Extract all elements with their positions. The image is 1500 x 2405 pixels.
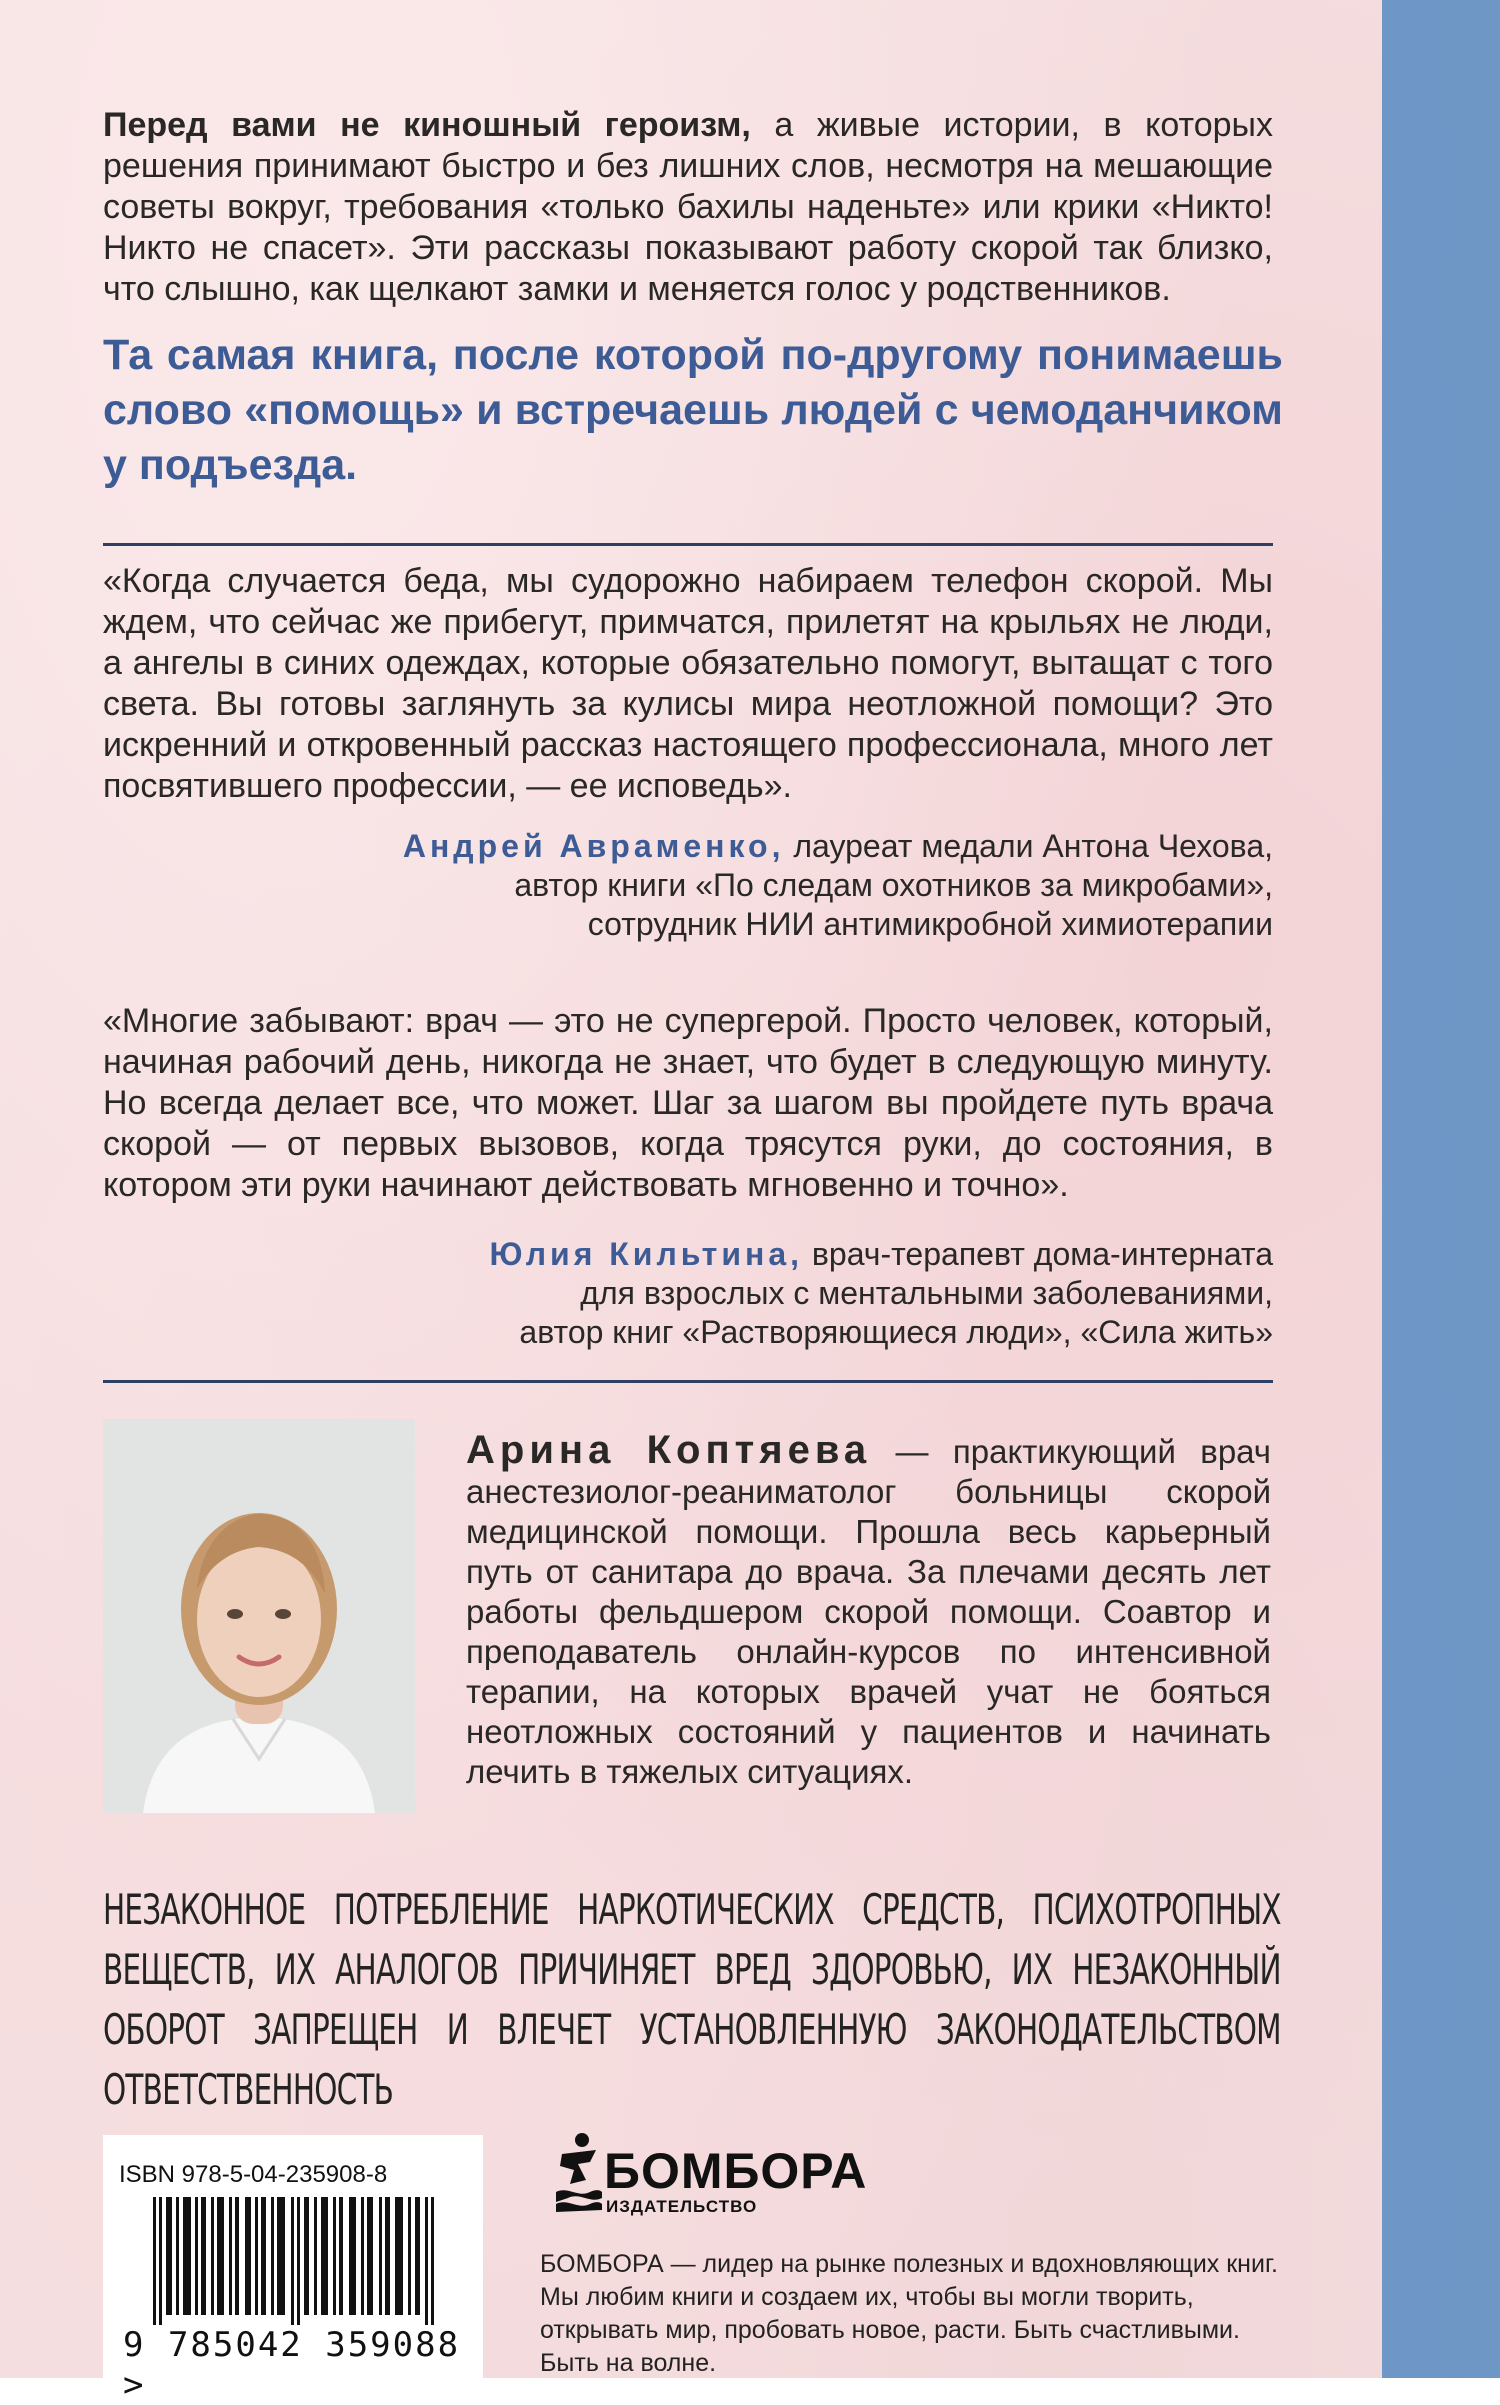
reviewer-title-2a: врач-терапевт дома-интерната <box>803 1236 1273 1272</box>
barcode-panel <box>103 2135 483 2405</box>
review-quote-1: «Когда случается беда, мы судорожно набираем телефон скорой. Мы ждем, что сейчас же прибегут, примчатся, прилетят на крыльях не люди, а ангелы в синих одеждах, которые обязательно помогут, вытащат с того света. Вы готовы заглянуть за кулисы мира неотложной помощи? Это искренний и откровенный рассказ настоящего профессионала, много лет посвятившего профессии, — ее исповедь». <box>103 562 1273 805</box>
publisher-logo-subtitle: ИЗДАТЕЛЬСТВО <box>606 2197 758 2216</box>
intro-paragraph <box>103 105 1273 310</box>
reviewer-title-2b: для взрослых с ментальными заболеваниями, <box>580 1275 1273 1311</box>
headline-tagline: Та самая книга, после которой по-другому понимаешь слово «помощь» и встречаешь людей с чемоданчиком у подъезда. <box>103 331 1283 489</box>
barcode-icon <box>153 2197 443 2325</box>
author-bio <box>466 1430 1271 1792</box>
author-photo <box>103 1419 415 1813</box>
intro-bold-lead: Перед вами не киношный героизм, <box>103 106 751 144</box>
reviewer-title-1c: сотрудник НИИ антимикробной химиотерапии <box>587 906 1273 942</box>
reviewer-name-1: Андрей Авраменко, <box>402 828 785 864</box>
divider-bottom <box>103 1380 1273 1383</box>
review-attribution-2 <box>173 1235 1273 1352</box>
legal-warning: НЕЗАКОННОЕ ПОТРЕБЛЕНИЕ НАРКОТИЧЕСКИХ СРЕДСТВ, ПСИХОТРОПНЫХ ВЕЩЕСТВ, ИХ АНАЛОГОВ ПРИЧИНЯЕТ ВРЕД ЗДОРОВЬЮ, ИХ НЕЗАКОННЫЙ ОБОРОТ ЗАПРЕЩЕН И ВЛЕЧЕТ УСТАНОВЛЕННУЮ ЗАКОНОДАТЕЛЬСТВОМ ОТВЕТСТВЕННОСТЬ <box>103 1885 1281 2114</box>
publisher-description: БОМБОРА — лидер на рынке полезных и вдохновляющих книг. Мы любим книги и создаем их, чтобы вы могли творить, открывать мир, пробовать новое, расти. Быть счастливыми. Быть на волне. <box>540 2250 1278 2377</box>
author-portrait-illustration <box>103 1419 415 1813</box>
reviewer-title-1b: автор книги «По следам охотников за микробами», <box>514 867 1273 903</box>
publisher-logo-name: БОМБОРА <box>604 2143 868 2199</box>
review-attribution-1 <box>173 827 1273 944</box>
author-name: Арина Коптяева <box>466 1428 872 1472</box>
reviewer-title-2c: автор книг «Растворяющиеся люди», «Сила жить» <box>519 1314 1273 1350</box>
author-bio-text: — практикующий врач анестезиолог-реаниматолог больницы скорой медицинской помощи. Прошла весь карьерный путь от санитара до врача. За плечами десять лет работы фельдшером скорой помощи. Соавтор и преподаватель онлайн-курсов по интенсивной терапии, на которых врачей учат не бояться неотложных состояний у пациентов и начинать лечить в тяжелых ситуациях. <box>466 1433 1272 1790</box>
book-spine-strip <box>1382 0 1500 2378</box>
intro-text: а живые истории, в которых решения принимают быстро и без лишних слов, несмотря на мешающие советы вокруг, требования «только бахилы наденьте» или крики «Никто! Никто не спасет». Эти рассказы показывают работу скорой так близко, что слышно, как щелкают замки и меняется голос у родственников. <box>103 106 1273 308</box>
reviewer-title-1a: лауреат медали Антона Чехова, <box>784 828 1273 864</box>
isbn-number: ISBN 978-5-04-235908-8 <box>119 2161 388 2188</box>
barcode-digits: 9 785042 359088 > <box>123 2325 461 2405</box>
reviewer-name-2: Юлия Кильтина, <box>489 1236 804 1272</box>
divider-top <box>103 543 1273 546</box>
bombora-logo-icon <box>556 2132 602 2212</box>
review-quote-2: «Многие забывают: врач — это не супергерой. Просто человек, который, начиная рабочий день, никогда не знает, что будет в следующую минуту. Но всегда делает все, что может. Шаг за шагом вы пройдете путь врача скорой — от первых вызовов, когда трясутся руки, до состояния, в котором эти руки начинают действовать мгновенно и точно». <box>103 1002 1273 1204</box>
